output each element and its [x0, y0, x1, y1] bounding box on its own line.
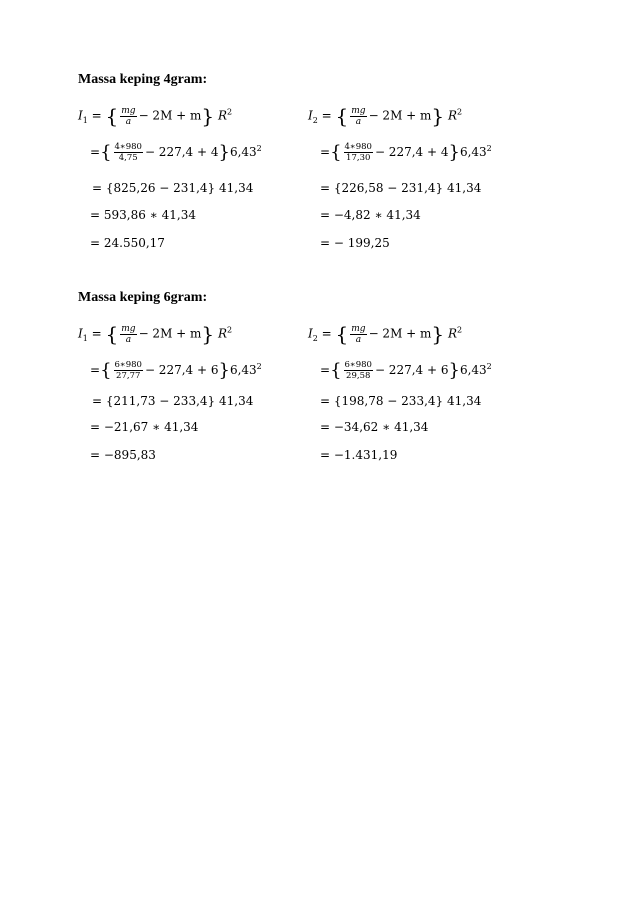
- fraction: [120, 106, 136, 127]
- lhs-variable: I: [308, 108, 313, 123]
- formula-line: $I_1$ = { $\frac{mg}{a}$ − 2M + m} $R^2$: [78, 322, 233, 346]
- fraction: [350, 106, 366, 127]
- frac-numerator: 6∗980: [114, 360, 142, 370]
- step3-line: = {226,58 − 231,4} 41,34: [320, 181, 482, 195]
- lhs-subscript: 2: [312, 115, 318, 125]
- step4-line: = −4,82 ∗ 41,34: [320, 208, 421, 222]
- close-brace: }: [448, 360, 460, 381]
- frac-denominator: a: [125, 334, 132, 345]
- frac-numerator: mg: [351, 105, 366, 116]
- lhs-subscript: 1: [82, 333, 88, 343]
- substitution-tail: 6,43: [459, 363, 487, 377]
- close-brace: }: [201, 104, 215, 128]
- frac-denominator: 17,30: [346, 153, 371, 163]
- open-brace: {: [100, 360, 112, 381]
- fraction: [114, 142, 143, 163]
- frac-numerator: 6∗980: [344, 360, 372, 370]
- fraction: [350, 324, 366, 345]
- result-line: = −1.431,19: [320, 448, 398, 462]
- frac-denominator: 27,77: [116, 371, 141, 381]
- frac-numerator: 4∗980: [114, 142, 142, 152]
- formula-rest: − 2M + m: [138, 108, 202, 123]
- formula-r: R: [217, 326, 228, 341]
- result-line: = −895,83: [90, 448, 156, 462]
- formula-line: $I_1$ = { $\frac{mg}{a}$ − 2M + m} $R^2$: [78, 104, 233, 128]
- open-brace: {: [330, 360, 342, 381]
- frac-numerator: 4∗980: [344, 142, 372, 152]
- formula-r: R: [447, 108, 458, 123]
- close-brace: }: [218, 142, 230, 163]
- section-heading-6gram: Massa keping 6gram:: [78, 290, 208, 305]
- frac-denominator: 29,58: [346, 371, 371, 381]
- frac-numerator: mg: [351, 323, 366, 334]
- step3-line: = {825,26 − 231,4} 41,34: [92, 181, 254, 195]
- substitution-rest: − 227,4 + 6: [374, 363, 449, 377]
- substitution-rest: − 227,4 + 6: [144, 363, 219, 377]
- lhs-subscript: 1: [82, 115, 88, 125]
- open-brace: {: [335, 322, 349, 346]
- open-brace: {: [105, 104, 119, 128]
- substitution-tail: 6,43: [229, 363, 257, 377]
- fraction: [344, 360, 373, 381]
- formula-rest: − 2M + m: [368, 108, 432, 123]
- step4-line: = 593,86 ∗ 41,34: [90, 208, 196, 222]
- open-brace: {: [100, 142, 112, 163]
- substitution-line: ={ $\frac{6∗980}{29,58}$ − $227,4 + 6\}6,43^2$: [320, 360, 492, 381]
- substitution-exponent: 2: [486, 144, 492, 153]
- substitution-line: ={ $\frac{4∗980}{17,30}$ − $227,4 + 4\}6,43^2$: [320, 142, 492, 163]
- step4-line: = −21,67 ∗ 41,34: [90, 420, 199, 434]
- frac-numerator: mg: [121, 323, 136, 334]
- step3-line: = {198,78 − 233,4} 41,34: [320, 394, 482, 408]
- frac-denominator: 4,75: [118, 153, 138, 163]
- substitution-line: ={ $\frac{6∗980}{27,77}$ − $227,4 + 6\}6,43^2$: [90, 360, 262, 381]
- frac-numerator: mg: [121, 105, 136, 116]
- open-brace: {: [105, 322, 119, 346]
- close-brace: }: [201, 322, 215, 346]
- substitution-exponent: 2: [486, 362, 492, 371]
- formula-exponent: 2: [457, 325, 463, 335]
- substitution-tail: 6,43: [459, 145, 487, 159]
- open-brace: {: [335, 104, 349, 128]
- frac-denominator: a: [125, 116, 132, 127]
- lhs-subscript: 2: [312, 333, 318, 343]
- substitution-rest: − 227,4 + 4: [374, 145, 449, 159]
- fraction: [344, 142, 373, 163]
- formula-rest: − 2M + m: [368, 326, 432, 341]
- step4-line: = −34,62 ∗ 41,34: [320, 420, 429, 434]
- formula-line: $I_2$ = { $\frac{mg}{a}$ − 2M + m} $R^2$: [308, 322, 463, 346]
- formula-exponent: 2: [227, 325, 233, 335]
- substitution-line: ={ $\frac{4∗980}{4,75}$ − $227,4 + 4\}6,43^2$: [90, 142, 262, 163]
- substitution-tail: 6,43: [229, 145, 257, 159]
- formula-exponent: 2: [457, 107, 463, 117]
- frac-denominator: a: [355, 116, 362, 127]
- frac-denominator: a: [355, 334, 362, 345]
- close-brace: }: [218, 360, 230, 381]
- lhs-variable: I: [308, 326, 313, 341]
- formula-line: $I_2$ = { $\frac{mg}{a}$ − 2M + m} $R^2$: [308, 104, 463, 128]
- open-brace: {: [330, 142, 342, 163]
- formula-r: R: [447, 326, 458, 341]
- step3-line: = {211,73 − 233,4} 41,34: [92, 394, 254, 408]
- formula-rest: − 2M + m: [138, 326, 202, 341]
- substitution-exponent: 2: [256, 144, 262, 153]
- lhs-variable: I: [78, 108, 83, 123]
- formula-r: R: [217, 108, 228, 123]
- result-line: = 24.550,17: [90, 236, 165, 250]
- fraction: [120, 324, 136, 345]
- formula-exponent: 2: [227, 107, 233, 117]
- result-line: = − 199,25: [320, 236, 390, 250]
- lhs-variable: I: [78, 326, 83, 341]
- close-brace: }: [431, 322, 445, 346]
- section-heading-4gram: Massa keping 4gram:: [78, 72, 208, 87]
- close-brace: }: [448, 142, 460, 163]
- fraction: [114, 360, 143, 381]
- substitution-exponent: 2: [256, 362, 262, 371]
- close-brace: }: [431, 104, 445, 128]
- substitution-rest: − 227,4 + 4: [144, 145, 219, 159]
